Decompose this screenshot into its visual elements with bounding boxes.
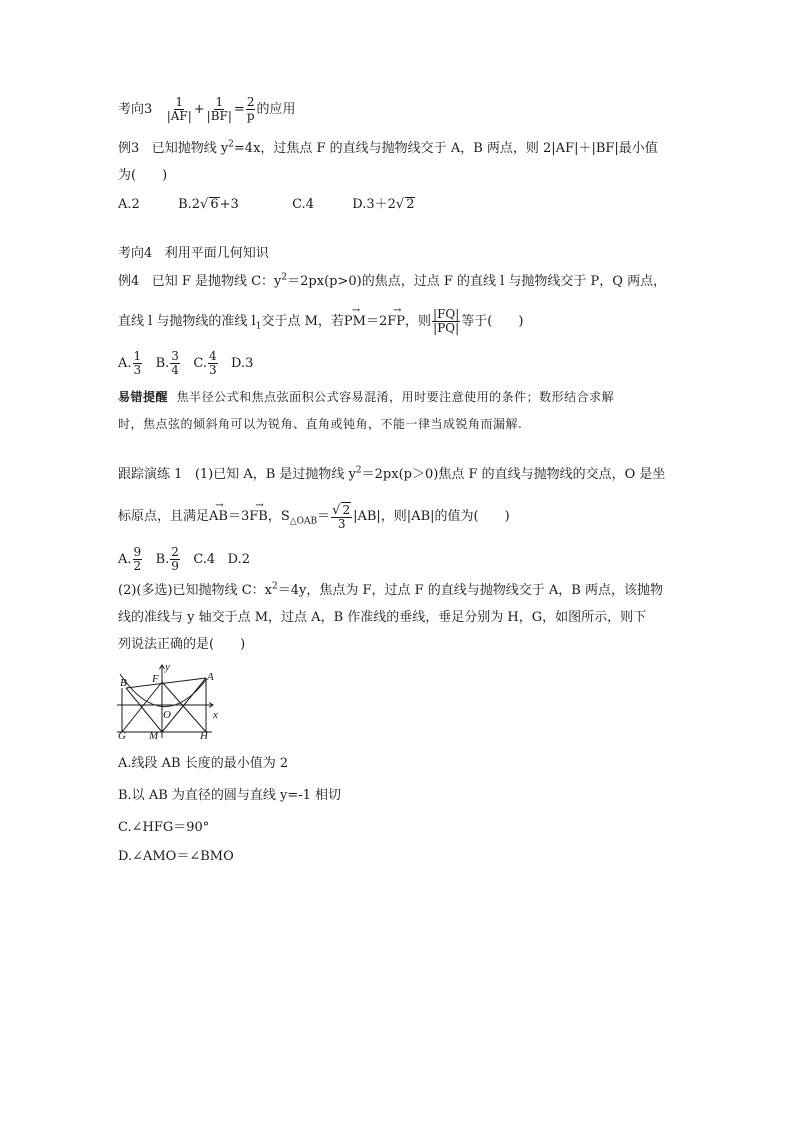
example-3-question: 例3 已知抛物线 $y^2=4x$，过焦点 F 的直线与抛物线交于 A，B 两点，则 2|AF|＋|BF|最小值 — [118, 139, 658, 156]
option-d: D.2 — [227, 552, 250, 567]
parabola-figure — [112, 660, 232, 740]
practice-2-question-cont2: 列说法正确的是( ) — [118, 637, 246, 652]
warning-label: 易错提醒 — [118, 390, 169, 404]
label-b: B — [120, 677, 127, 689]
label-x: x — [213, 709, 218, 721]
option-a: A.2 — [118, 197, 140, 212]
practice-2-option-c: C.∠HFG＝90° — [118, 820, 210, 835]
option-a: A. $\frac{9}{2}$ — [118, 545, 142, 573]
section-label: 考向3 — [118, 102, 153, 117]
practice-1-options — [118, 546, 250, 573]
option-c: C.4 — [292, 197, 314, 212]
label-a: A — [207, 671, 214, 683]
example-3-question-cont: 为( ) — [118, 168, 168, 183]
example-4-question: 例4 已知 F 是抛物线 C：$y^2=2px(p>0)$的焦点，过点 F 的直线 l 与抛物线交于 P，Q 两点， — [118, 272, 667, 289]
option-b: B. $\frac{3}{4}$ — [155, 349, 179, 377]
example-4-question-cont: 直线 l 与抛物线的准线 $l_1$交于点 M，若→ PM＝2→ FP，则 $\frac{|FQ|}{|PQ|}$ 等于( ) — [118, 308, 523, 335]
option-b: B. $\frac{2}{9}$ — [155, 545, 179, 573]
option-b: B.2√ 6+3 — [178, 197, 239, 212]
label-m: M — [149, 730, 159, 740]
example-3-options — [118, 196, 415, 214]
fraction: $\frac{|FQ|}{|PQ|}$ — [433, 307, 460, 335]
label-f: F — [152, 673, 159, 685]
vector: → AB — [209, 508, 228, 526]
section-heading-3: 考向3 $\frac{1}{|AF|}$ + $\frac{1}{|BF|}$ = $\frac{2}{p}$ 的应用 — [118, 95, 296, 123]
fraction: $\frac{2}{p}$ — [246, 95, 255, 123]
vector: → FB — [249, 508, 268, 526]
practice-2-option-b: B.以 AB 为直径的圆与直线 y=-1 相切 — [118, 788, 342, 803]
fraction: $\frac{1}{|BF|}$ — [206, 95, 232, 123]
section-heading-4: 考向4 利用平面几何知识 — [118, 246, 269, 261]
practice-2-question-cont: 线的准线与 y 轴交于点 M，过点 A，B 作准线的垂线，垂足分别为 H，G，如图所示，则下 — [118, 610, 647, 625]
segment-mb — [126, 688, 162, 732]
example-4-options — [118, 350, 253, 377]
label-o: O — [163, 709, 171, 721]
practice-2-option-a: A.线段 AB 长度的最小值为 2 — [118, 756, 289, 771]
label-y: y — [165, 661, 170, 673]
parabola-curve — [120, 674, 206, 707]
practice-1-question: 跟踪演练 1 (1)已知 A，B 是过抛物线 $y^2=2px(p>0)$焦点 F 的直线与抛物线的交点，O 是坐 — [118, 465, 666, 482]
option-a: A. $\frac{1}{3}$ — [118, 349, 142, 377]
practice-2-option-d: D.∠AMO＝∠BMO — [118, 849, 234, 864]
vector: → FP — [387, 313, 405, 331]
warning-note-cont: 时，焦点弦的倾斜角可以为锐角、直角或钝角，不能一律当成锐角而漏解. — [118, 417, 523, 431]
option-d: D.3 — [230, 356, 254, 371]
warning-note: 易错提醒 焦半径公式和焦点弦面积公式容易混淆，用时要注意使用的条件；数形结合求解 — [118, 390, 615, 404]
option-d: D.3＋2√ 2 — [352, 197, 415, 212]
practice-2-question: (2)(多选)已知抛物线 C：$x^2=4y$，焦点为 F，过点 F 的直线与抛物线交于 A，B 两点，该抛物 — [118, 581, 663, 598]
label-h: H — [200, 730, 208, 740]
option-c: C. $\frac{4}{3}$ — [193, 349, 217, 377]
fraction: $\frac{√ 2}{3}$ — [332, 503, 351, 531]
practice-1-question-cont: 标原点，且满足→ AB＝3→ FB，$S_{\triangle OAB}=$ $\frac{√ 2}{3}$ |AB|，则|AB|的值为( ) — [118, 502, 510, 531]
option-c: C.4 — [193, 552, 216, 567]
label-g: G — [118, 730, 126, 740]
vector: → PM — [344, 313, 366, 331]
fraction: $\frac{1}{|AF|}$ — [166, 95, 192, 123]
